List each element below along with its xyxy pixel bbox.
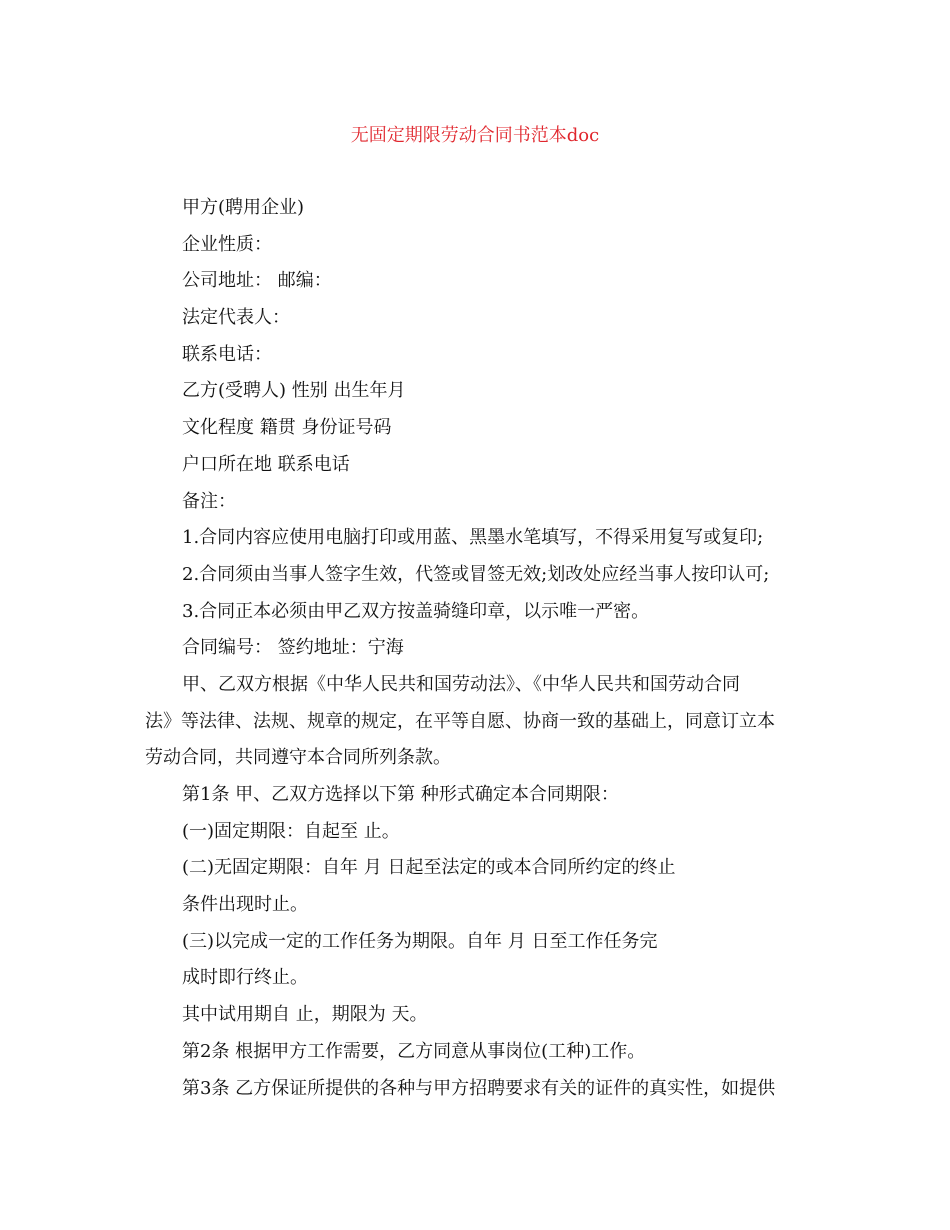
document-line: 劳动合同，共同遵守本合同所列条款。 [145, 747, 451, 769]
document-title: 无固定期限劳动合同书范本doc [350, 125, 600, 146]
document-line: (二)无固定期限：自年 月 日起至法定的或本合同所约定的终止 [182, 857, 676, 879]
document-line: 甲方(聘用企业) [182, 197, 305, 218]
document-line: 其中试用期自 止，期限为 天。 [182, 1004, 428, 1026]
document-line: (一)固定期限：自起至 止。 [182, 820, 400, 842]
document-line: 文化程度 籍贯 身份证号码 [182, 417, 392, 439]
document-line: 联系电话： [182, 343, 272, 365]
document-line: 1.合同内容应使用电脑打印或用蓝、黑墨水笔填写，不得采用复写或复印; [182, 527, 764, 549]
document-line: 企业性质： [182, 233, 272, 255]
document-line: 2.合同须由当事人签字生效，代签或冒签无效;划改处应经当事人按印认可; [182, 563, 770, 585]
document-line: 3.合同正本必须由甲乙双方按盖骑缝印章，以示唯一严密。 [182, 600, 650, 622]
document-line: 法定代表人： [182, 307, 290, 329]
document-line: 成时即行终止。 [182, 967, 308, 989]
document-line: 甲、乙双方根据《中华人民共和国劳动法》、《中华人民共和国劳动合同 [182, 673, 740, 695]
document-line: 条件出现时止。 [182, 894, 308, 916]
document-line: 法》等法律、法规、规章的规定，在平等自愿、协商一致的基础上，同意订立本 [145, 710, 775, 732]
document-line: 第3条 乙方保证所提供的各种与甲方招聘要求有关的证件的真实性，如提供 [182, 1077, 776, 1099]
document-line: (三)以完成一定的工作任务为期限。自年 月 日至工作任务完 [182, 930, 658, 952]
document-line: 公司地址： 邮编： [182, 270, 332, 292]
document-line: 第2条 根据甲方工作需要，乙方同意从事岗位(工种)工作。 [182, 1040, 646, 1062]
document-line: 户口所在地 联系电话 [182, 453, 350, 475]
document-line: 第1条 甲、乙双方选择以下第 种形式确定本合同期限： [182, 784, 619, 805]
document-body [145, 192, 805, 1109]
document-line: 备注： [182, 490, 236, 512]
document-line: 乙方(受聘人) 性别 出生年月 [182, 380, 406, 402]
document-line: 合同编号： 签约地址：宁海 [182, 637, 404, 659]
